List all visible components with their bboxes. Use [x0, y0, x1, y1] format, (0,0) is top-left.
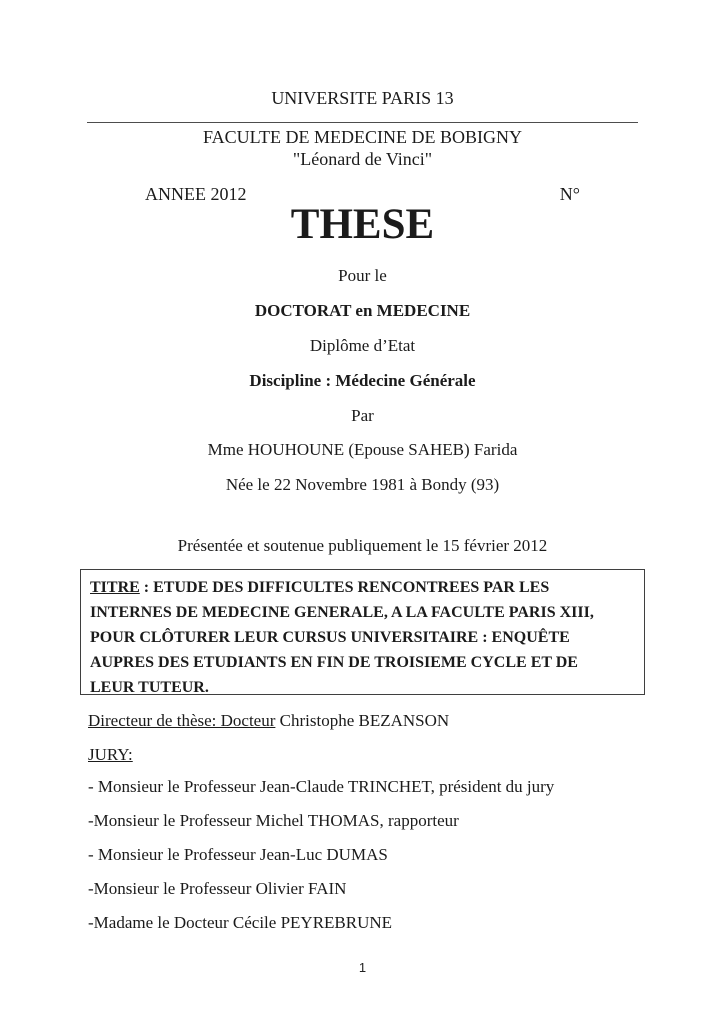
jury-member: - Monsieur le Professeur Jean-Claude TRINCHET, président du jury — [88, 777, 555, 796]
title-box-line: LEUR TUTEUR. — [90, 679, 209, 696]
title-box-line: INTERNES DE MEDECINE GENERALE, A LA FACULTE PARIS XIII, — [90, 604, 594, 621]
jury-member: -Monsieur le Professeur Olivier FAIN — [88, 879, 347, 898]
faculty-subtitle: "Léonard de Vinci" — [292, 149, 433, 169]
discipline-name: Discipline : Médecine Générale — [249, 371, 476, 390]
faculty-name: FACULTE DE MEDECINE DE BOBIGNY — [203, 127, 522, 147]
defense-info: Présentée et soutenue publiquement le 15 février 2012 — [177, 536, 548, 555]
diploma-name: Diplôme d’Etat — [309, 336, 416, 355]
birth-info: Née le 22 Novembre 1981 à Bondy (93) — [225, 475, 500, 494]
degree-name: DOCTORAT en MEDECINE — [254, 301, 471, 320]
title-box-line — [90, 575, 635, 600]
title-box-label: TITRE — [90, 579, 140, 596]
title-box — [80, 569, 645, 695]
title-box-text: : ETUDE DES DIFFICULTES RENCONTREES PAR LES — [139, 579, 550, 596]
jury-heading: JURY: — [88, 745, 133, 764]
director-name: Christophe BEZANSON — [279, 711, 450, 730]
title-box-line: POUR CLÔTURER LEUR CURSUS UNIVERSITAIRE : ENQUÊTE — [90, 629, 570, 646]
header-divider — [87, 122, 638, 123]
title-box-line: AUPRES DES ETUDIANTS EN FIN DE TROISIEME CYCLE ET DE — [90, 654, 578, 671]
year-label: ANNEE 2012 — [145, 184, 247, 204]
jury-member: -Monsieur le Professeur Michel THOMAS, rapporteur — [88, 811, 459, 830]
director-line — [88, 711, 637, 731]
page-number: 1 — [358, 960, 367, 975]
university-name: UNIVERSITE PARIS 13 — [271, 88, 454, 108]
author-name: Mme HOUHOUNE (Epouse SAHEB) Farida — [207, 440, 518, 459]
jury-member: -Madame le Docteur Cécile PEYREBRUNE — [88, 913, 393, 932]
thesis-heading: THESE — [290, 201, 435, 248]
director-label: Directeur de thèse: Docteur — [88, 711, 276, 730]
for-label: Pour le — [338, 266, 387, 285]
thesis-number-label: N° — [559, 184, 580, 204]
jury-member: - Monsieur le Professeur Jean-Luc DUMAS — [88, 845, 388, 864]
by-label: Par — [351, 406, 374, 425]
